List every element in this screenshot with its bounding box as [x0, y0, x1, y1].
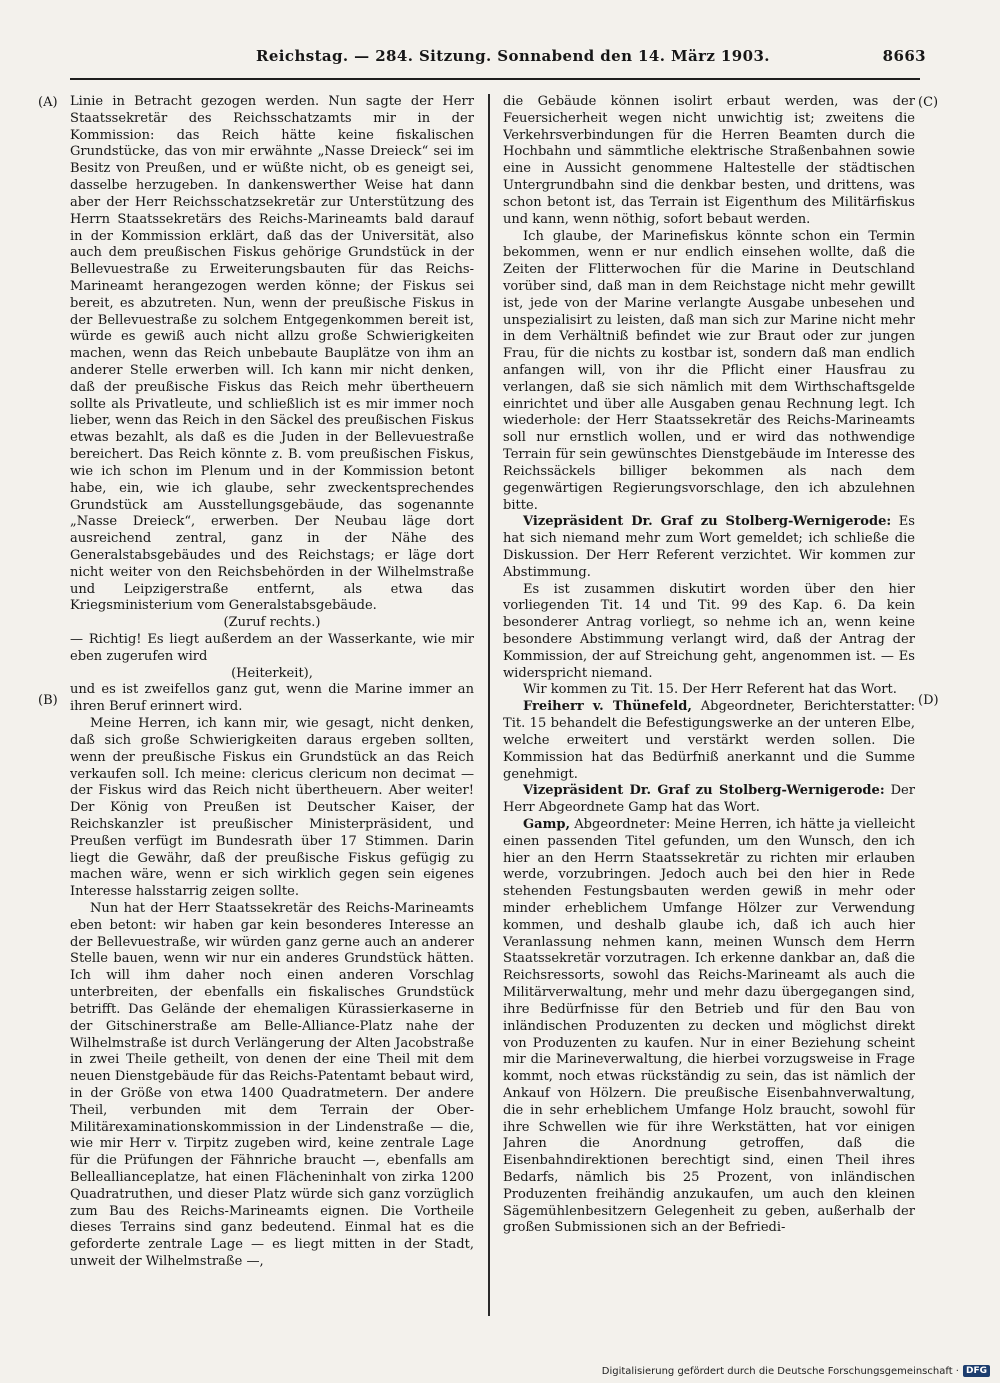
speech-text: Der Herr Abgeordnete Gamp hat das Wort. — [503, 783, 915, 816]
column-divider — [488, 94, 490, 1316]
speech — [503, 783, 915, 817]
margin-marker-c: (C) — [918, 95, 939, 110]
margin-marker-d: (D) — [918, 693, 939, 708]
paragraph: Meine Herren, ich kann mir, wie gesagt, nicht denken, daß sich große Schwierigkeiten daraus ergeben sollten, wenn der preußische Fiskus ein Grundstück an das Reich verkaufen soll. Ich meine: clericus clericum non decimat — der Fiskus wird das Reich nicht übertheuern. Aber weiter! Der König von Preußen ist Deutscher Kaiser, der Reichskanzler ist preußischer Ministerpräsident, und Preußen verfügt im Bundesrath über 17 Stimmen. Darin liegt die Gewähr, daß der preußische Fiskus gefügig zu machen wäre, wenn er sich wirklich gegen sein eigenes Interesse halsstarrig zeigen sollte. — [70, 716, 474, 900]
dfg-logo-icon: DFG — [963, 1365, 990, 1377]
left-column — [70, 94, 474, 1306]
footer-text: Digitalisierung gefördert durch die Deutsche Forschungsgemeinschaft · — [601, 1365, 959, 1377]
page-number: 8663 — [882, 47, 926, 65]
speaker-name: Vizepräsident Dr. Graf zu Stolberg-Wernigerode: — [523, 783, 885, 799]
speech — [503, 817, 915, 1237]
header-rule — [70, 78, 920, 80]
margin-marker-a: (A) — [38, 95, 58, 110]
margin-marker-b: (B) — [38, 693, 58, 708]
paragraph: Linie in Betracht gezogen werden. Nun sagte der Herr Staatssekretär des Reichsschatzamts mir in der Kommission: das Reich hätte keine fiskalischen Grundstücke, das von mir erwähnte „Nasse Dreieck“ sei im Besitz von Preußen, und er wüßte nicht, ob es geneigt sei, dasselbe herzugeben. In dankenswerther Weise hat dann aber der Herr Reichsschatzsekretär zur Unterstützung des Herrn Staatssekretärs des Reichs-Marineamts bald darauf in der Kommission erklärt, daß das der Universität, also auch dem preußischen Fiskus gehörige Grundstück in der Bellevuestraße zu Erweiterungsbauten für das Reichs-Marineamt herangezogen werden könne; der Fiskus sei bereit, es abzutreten. Nun, wenn der preußische Fiskus in der Bellevuestraße zu solchem Entgegenkommen bereit ist, würde es gewiß auch nicht allzu große Schwierigkeiten machen, wenn das Reich unbebaute Bauplätze von ihm an anderer Stelle erwerben will. Ich kann mir nicht denken, daß der preußische Fiskus das Reich mehr übertheuern sollte als Privatleute, und schließlich ist es mir immer noch lieber, wenn das Reich in den Säckel des preußischen Fiskus etwas bezahlt, als daß es die Juden in der Bellevuestraße bereichert. Das Reich könnte z. B. vom preußischen Fiskus, wie ich schon im Plenum und in der Kommission betont habe, ein, wie ich glaube, sehr zweckentsprechendes Grundstück am Ausstellungsgebäude, das sogenannte „Nasse Dreieck“, erwerben. Der Neubau läge dort ausreichend zentral, ganz in der Nähe des Generalstabsgebäudes und des Reichstags; er läge dort nicht weiter von den Reichsbehörden in der Wilhelmstraße und Leipzigerstraße entfernt, als etwa das Kriegsministerium vom Generalstabsgebäude. — [70, 94, 474, 614]
paragraph: Es ist zusammen diskutirt worden über den hier vorliegenden Tit. 14 und Tit. 99 des Kap. 6. Da kein besonderer Antrag vorliegt, so nehme ich an, wenn keine besondere Abstimmung verlangt wird, daß der Antrag der Kommission, der auf Streichung geht, angenommen ist. — Es widerspricht niemand. — [503, 581, 915, 681]
speaker-name: Freiherr v. Thünefeld, — [523, 699, 692, 715]
paragraph: Ich glaube, der Marinefiskus könnte schon ein Termin bekommen, wenn er nur endlich einsehen wollte, daß die Zeiten der Flitterwochen für die Marine in Deutschland vorüber sind, daß man in dem Reichstage nicht mehr gewillt ist, jede von der Marine verlangte Ausgabe unbesehen und unspezialisirt zu leisten, daß man sich zur Marine nicht mehr in dem Verhältniß befindet wie zur Braut oder zur jungen Frau, für die nichts zu kostbar ist, sondern daß man endlich anfangen will, von ihr die Pflicht einer Hausfrau zu verlangen, daß sie sich nämlich mit dem Wirthschaftsgelde einrichtet und über alle Ausgaben genau Rechnung legt. Ich wiederhole: der Herr Staatssekretär des Reichs-Marineamts soll nur ernstlich wollen, und er wird das nothwendige Terrain für sein gewünschtes Dienstgebäude im Interesse des Reichssäckels billiger bekommen als nach dem gegenwärtigen Regierungsvorschlage, den ich abzulehnen bitte. — [503, 228, 915, 513]
speech — [503, 514, 915, 581]
speech-text: Es hat sich niemand mehr zum Wort gemeldet; ich schließe die Diskussion. Der Herr Referent verzichtet. Wir kommen zur Abstimmung. — [503, 514, 915, 580]
speech-text: Abgeordneter: Meine Herren, ich hätte ja vielleicht einen passenden Titel gefunden, um den Wunsch, den ich hier an den Herrn Staatssekretär zu richten mir erlauben werde, vorzubringen. Jedoch auch bei den hier in Rede stehenden Festungsbauten werden gewiß in mehr oder minder erheblichem Umfange Hölzer zur Verwendung kommen, und deshalb glaube ich, daß ich auch hier Veranlassung nehmen kann, meinen Wunsch dem Herrn Staatssekretär vorzutragen. Ich erkenne dankbar an, daß die Reichsressorts, sowohl das Reichs-Marineamt als auch die Militärverwaltung, mehr und mehr dazu übergegangen sind, ihre Bedürfnisse für den Betrieb und für den Bau von inländischen Produzenten zu decken und möglichst direkt von Produzenten zu kaufen. Nur in einer Beziehung scheint mir die Marineverwaltung, die hierbei vorzugsweise in Frage kommt, noch etwas rückständig zu sein, das ist nämlich der Ankauf von Hölzern. Die preußische Eisenbahnverwaltung, die in sehr erheblichem Umfange Holz braucht, sowohl für ihre Schwellen wie für ihre Werkstätten, hat vor einigen Jahren die Anordnung getroffen, daß die Eisenbahndirektionen berechtigt sind, einen Theil ihres Bedarfs, nämlich bis 25 Prozent, von inländischen Produzenten freihändig anzukaufen, um auch den kleinen Sägemühlenbesitzern Gelegenheit zu geben, außerhalb der großen Submissionen sich an der Befriedi- — [503, 816, 915, 1236]
speech-text: Abgeordneter, Berichterstatter: Tit. 15 behandelt die Befestigungswerke an der unteren Elbe, welche erweitert und verstärkt werden sollen. Die Kommission hat das Bedürfniß anerkannt und die Summe genehmigt. — [503, 699, 915, 782]
running-title: Reichstag. — 284. Sitzung. Sonnabend den 14. März 1903. — [256, 47, 770, 65]
footer-credit — [602, 1365, 990, 1377]
interjection: (Zuruf rechts.) — [223, 615, 321, 631]
paragraph: die Gebäude können isolirt erbaut werden, was der Feuersicherheit wegen nicht unwichtig ist; zweitens die Verkehrsverbindungen für die Herren Beamten durch die Hochbahn und sämmtliche elektrische Straßenbahnen sowie eine in Aussicht genommene Haltestelle der städtischen Untergrundbahn sind die denkbar besten, und drittens, was schon betont ist, das Terrain ist Eigenthum des Militärfiskus und kann, wenn nöthig, sofort bebaut werden. — [503, 94, 915, 227]
paragraph: Wir kommen zu Tit. 15. Der Herr Referent hat das Wort. — [523, 682, 897, 698]
paragraph: und es ist zweifellos ganz gut, wenn die Marine immer an ihren Beruf erinnert wird. — [70, 682, 474, 715]
speech — [503, 699, 915, 783]
right-column — [503, 94, 915, 1306]
speaker-name: Gamp, — [523, 816, 571, 832]
page-header — [70, 47, 926, 75]
speaker-name: Vizepräsident Dr. Graf zu Stolberg-Wernigerode: — [523, 514, 892, 530]
paragraph: — Richtig! Es liegt außerdem an der Wasserkante, wie mir eben zugerufen wird — [70, 632, 474, 664]
interjection: (Heiterkeit), — [231, 665, 313, 681]
paragraph: Nun hat der Herr Staatssekretär des Reichs-Marineamts eben betont: wir haben gar kein besonderes Interesse an der Bellevuestraße, wir würden ganz gerne auch an anderer Stelle bauen, wenn wir nur ein anderes Grundstück hätten. Ich will ihm daher noch einen anderen Vorschlag unterbreiten, der ebenfalls ein fiskalisches Grundstück betrifft. Das Gelände der ehemaligen Kürassierkaserne in der Gitschinerstraße am Belle-Alliance-Platz nahe der Wilhelmstraße ist durch Verlängerung der Alten Jacobstraße in zwei Theile getheilt, von denen der eine Theil mit dem neuen Dienstgebäude für das Reichs-Patentamt bebaut wird, in der Größe von etwa 1400 Quadratmetern. Der andere Theil, verbunden mit dem Terrain der Ober-Militärexaminationskommission in der Lindenstraße — die, wie mir Herr v. Tirpitz zugeben wird, keine zentrale Lage für die Prüfungen der Fähnriche braucht —, ebenfalls am Belleallianceplatze, hat einen Flächeninhalt von zirka 1200 Quadratruthen, und dieser Platz würde sich ganz vorzüglich zum Bau des Reichs-Marineamts eignen. Die Vortheile dieses Terrains sind ganz bedeutend. Einmal hat es die geforderte zentrale Lage — es liegt mitten in der Stadt, unweit der Wilhelmstraße —, — [70, 901, 474, 1270]
